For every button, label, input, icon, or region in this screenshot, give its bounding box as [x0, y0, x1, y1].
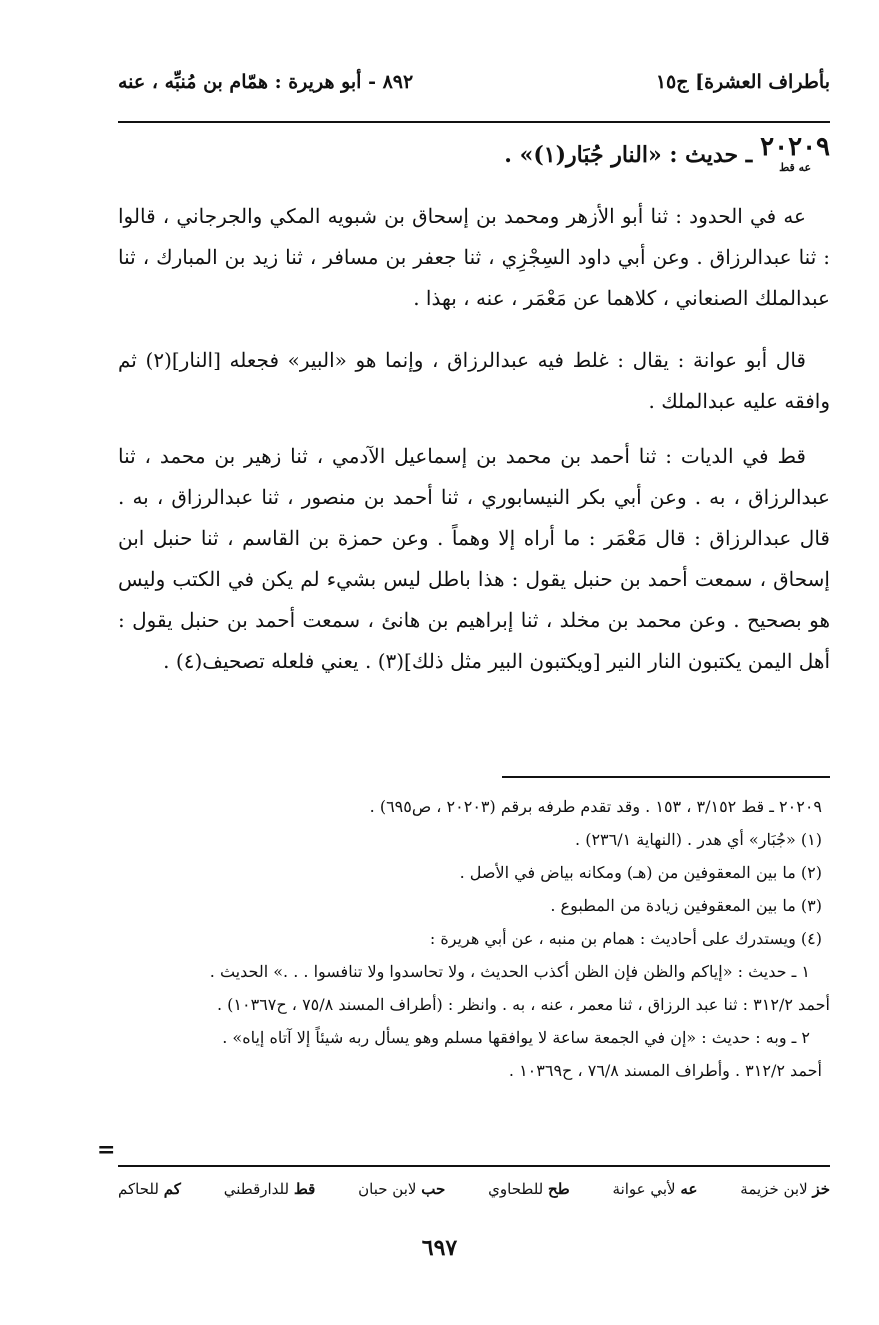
legend-item: خز لابن خزيمة — [740, 1180, 830, 1198]
footnote-4-item-2: ٢ ـ وبه : حديث : «إن في الجمعة ساعة لا يوافقها مسلم وهو يسأل ربه شيئاً إلا آتاه إياه» . — [222, 1028, 810, 1047]
footnote-separator — [502, 776, 830, 778]
running-header — [118, 62, 830, 102]
abbreviation-legend — [118, 1180, 830, 1208]
legend-rule — [118, 1165, 830, 1167]
hadith-title: ـ حديث : «النار جُبَار(١)» . — [504, 142, 753, 168]
footnote-4-item-1: ١ ـ حديث : «إياكم والظن فإن الظن أكذب الحديث ، ولا تحاسدوا ولا تنافسوا . . .» الحديث . — [209, 962, 810, 981]
header-volume-title: بأطراف العشرة] ج١٥ — [655, 71, 830, 93]
hadith-number: ٢٠٢٠٩ — [760, 132, 830, 162]
hadith-source-tags: عه قط — [779, 161, 812, 174]
footnote-2: (٢) ما بين المعقوفين من (هـ) ومكانه بياض في الأصل . — [459, 863, 822, 882]
paragraph-text: قال أبو عوانة : يقال : غلط فيه عبدالرزاق ، وإنما هو «البير» فجعله [النار](٢) ثم وافقه عليه عبدالملك . — [118, 348, 830, 413]
hadith-number-block — [760, 134, 830, 173]
legend-item: طح للطحاوي — [488, 1180, 570, 1198]
footnote-4: (٤) ويستدرك على أحاديث : همام بن منبه ، عن أبي هريرة : — [429, 929, 822, 948]
paragraph-text: قط في الديات : ثنا أحمد بن محمد بن إسماعيل الآدمي ، ثنا زهير بن محمد ، ثنا عبدالرزاق ، به . وعن أبي بكر النيسابوري ، ثنا أحمد بن منصور ، ثنا عبدالرزاق ، به . قال عبدالرزاق : قال مَعْمَر : ما أراه إلا وهماً . وعن حمزة بن القاسم ، ثنا حنبل ابن إسحاق ، سمعت أحمد بن حنبل يقول : هذا باطل ليس بشيء لم يكن في الكتب وليس هو بصحيح . وعن محمد بن مخلد ، ثنا إبراهيم بن هانئ ، سمعت أحمد بن حنبل يقول : أهل اليمن يكتبون النار النير [ويكتبون البير مثل ذلك](٣) . يعني فلعله تصحيف(٤) . — [118, 444, 831, 673]
footnotes — [118, 790, 830, 1087]
legend-item: عه لأبي عوانة — [612, 1180, 698, 1198]
page-number: ٦٩٧ — [421, 1235, 458, 1261]
legend-item: قط للدارقطني — [223, 1180, 316, 1198]
footnote-source: ٢٠٢٠٩ ـ قط ٣/١٥٢ ، ١٥٣ . وقد تقدم طرفه برقم (٢٠٢٠٣ ، ص٦٩٥) . — [369, 797, 822, 816]
hadith-heading — [118, 134, 830, 186]
paragraph-1 — [118, 196, 830, 319]
header-rule — [118, 121, 830, 123]
legend-item: حب لابن حبان — [358, 1180, 446, 1198]
paragraph-2 — [118, 340, 830, 422]
paragraph-3 — [118, 436, 830, 682]
footnote-3: (٣) ما بين المعقوفين زيادة من المطبوع . — [550, 896, 822, 915]
footnote-4-item-2-ref: أحمد ٣١٢/٢ . وأطراف المسند ٧٦/٨ ، ح١٠٣٦٩ . — [508, 1061, 822, 1080]
footnote-1: (١) «جُبَار» أي هدر . (النهاية ٢٣٦/١) . — [575, 830, 822, 849]
footnote-4-item-1-ref: أحمد ٣١٢/٢ : ثنا عبد الرزاق ، ثنا معمر ، عنه ، به . وانظر : (أطراف المسند ٧٥/٨ ، ح١٠٣٦٧) . — [217, 995, 830, 1014]
legend-item: كم للحاكم — [118, 1180, 181, 1198]
continuation-mark: = — [97, 1137, 116, 1163]
header-chapter-title: ٨٩٢ - أبو هريرة : همّام بن مُنبِّه ، عنه — [118, 71, 414, 93]
paragraph-text: عه في الحدود : ثنا أبو الأزهر ومحمد بن إسحاق بن شبويه المكي والجرجاني ، قالوا : ثنا عبدالرزاق . وعن أبي داود السِجْزِي ، ثنا جعفر بن مسافر ، ثنا زيد بن المبارك ، ثنا عبدالملك الصنعاني ، كلاهما عن مَعْمَر ، عنه ، بهذا . — [118, 204, 831, 310]
